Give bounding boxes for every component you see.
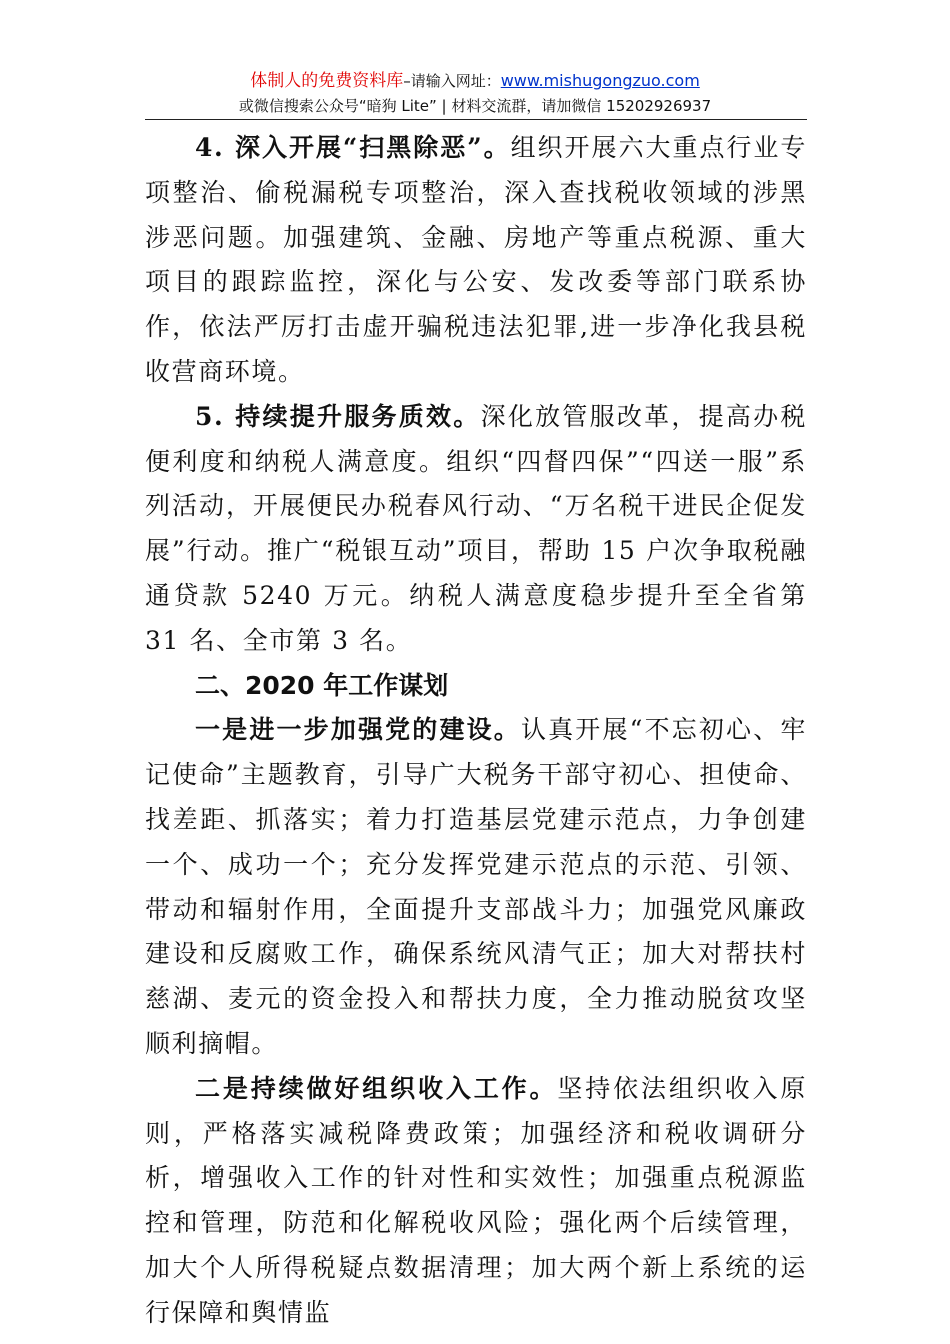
section-heading: 二、2020 年工作谋划 <box>195 670 449 700</box>
plan-lead: 二是持续做好组织收入工作。 <box>195 1073 558 1103</box>
paragraph-item-5 <box>145 395 807 664</box>
paragraph-item-4 <box>145 126 807 395</box>
plan-lead: 一是进一步加强党的建设。 <box>195 715 521 745</box>
header-line-2: 或微信搜索公众号“暗狗 Lite” | 材料交流群，请加微信 15202926937 <box>238 97 712 115</box>
header-line-1 <box>145 68 805 94</box>
paragraph-lead: 4. 深入开展“扫黑除恶”。 <box>195 133 511 162</box>
plan-text: 坚持依法组织收入原则，严格落实减税降费政策；加强经济和税收调研分析，增强收入工作的针对性和实效性；加强重点税源监控和管理，防范和化解税收风险；强化两个后续管理，加大个人所得税疑点数据清理；加大两个新上系统的运行保障和舆情监 <box>145 1073 807 1327</box>
paragraph-lead: 5. 持续提升服务质效。 <box>195 401 481 431</box>
header-url-link[interactable]: www.mishugongzuo.com <box>500 71 700 90</box>
document-body <box>145 126 807 1336</box>
page-header <box>145 68 805 118</box>
plan-item-2 <box>145 1067 807 1336</box>
header-prompt: –请输入网址： <box>403 72 501 90</box>
plan-item-1 <box>145 708 807 1066</box>
header-divider <box>145 119 807 120</box>
header-brand: 体制人的免费资料库 <box>250 71 404 91</box>
paragraph-text: 深化放管服改革，提高办税便利度和纳税人满意度。组织“四督四保”“四送一服”系列活动，开展便民办税春风行动、“万名税干进民企促发展”行动。推广“税银互动”项目，帮助 15 户次争取税融通贷款 5240 万元。纳税人满意度稳步提升至全省第 31 名、全市第 3 名。 <box>145 401 807 655</box>
paragraph-text: 组织开展六大重点行业专项整治、偷税漏税专项整治，深入查找税收领域的涉黑涉恶问题。加强建筑、金融、房地产等重点税源、重大项目的跟踪监控，深化与公安、发改委等部门联系协作，依法严厉打击虚开骗税违法犯罪,进一步净化我县税收营商环境。 <box>145 133 807 386</box>
plan-text: 认真开展“不忘初心、牢记使命”主题教育，引导广大税务干部守初心、担使命、找差距、抓落实；着力打造基层党建示范点，力争创建一个、成功一个；充分发挥党建示范点的示范、引领、带动和辐射作用，全面提升支部战斗力；加强党风廉政建设和反腐败工作，确保系统风清气正；加大对帮扶村慈湖、麦元的资金投入和帮扶力度，全力推动脱贫攻坚顺利摘帽。 <box>145 715 807 1058</box>
